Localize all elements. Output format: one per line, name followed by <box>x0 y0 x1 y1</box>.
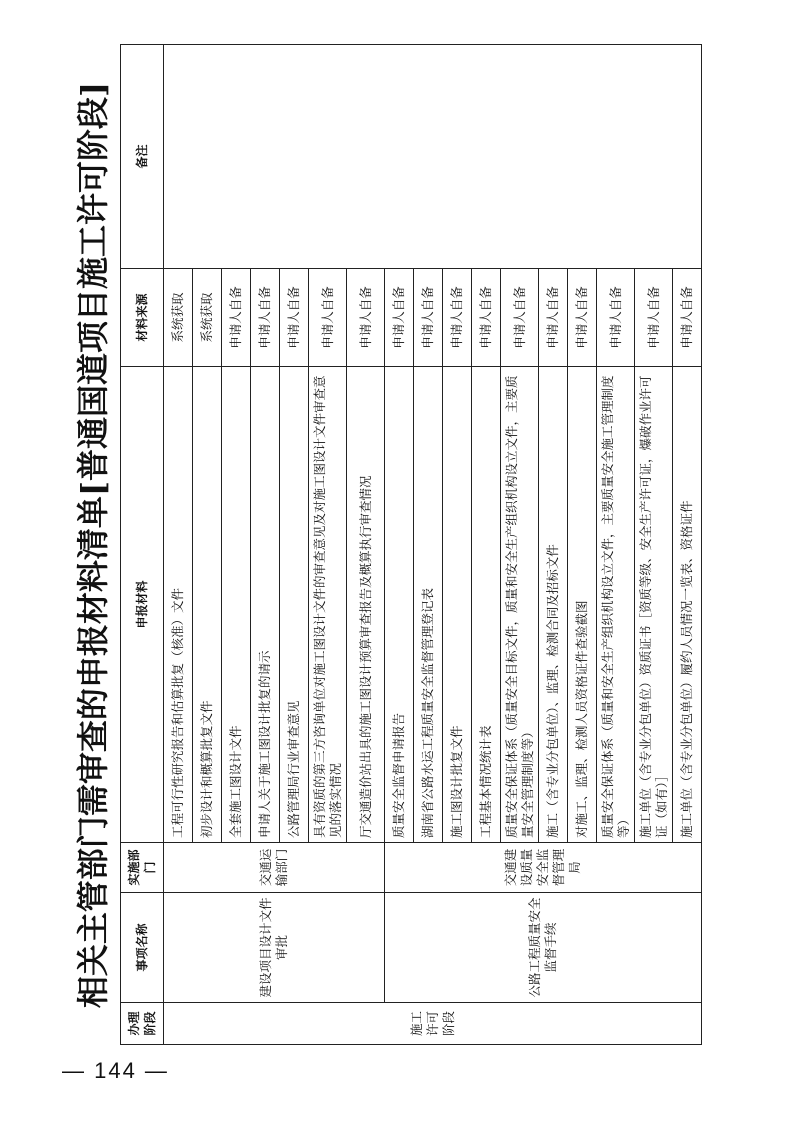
material-cell: 全套施工图设计文件 <box>222 367 251 843</box>
table-header-row <box>121 45 164 1045</box>
material-cell: 公路管理局行业审查意见 <box>280 367 309 843</box>
source-cell: 系统获取 <box>164 269 193 367</box>
table-row <box>164 45 193 1045</box>
source-cell: 申请人自备 <box>539 269 568 367</box>
item-cell: 建设项目设计文件审批 <box>164 893 385 1003</box>
material-cell: 质量安全保证体系（质量和安全生产组织机构设立文件，主要质量安全施工管理制度等） <box>597 367 635 843</box>
item-cell: 公路工程质量安全监督手续 <box>385 893 702 1003</box>
source-cell: 申请人自备 <box>414 269 443 367</box>
note-cell <box>164 45 702 269</box>
header-dept: 实施部门 <box>121 843 164 893</box>
header-item: 事项名称 <box>121 893 164 1003</box>
source-cell: 申请人自备 <box>635 269 673 367</box>
material-cell: 工程基本情况统计表 <box>472 367 501 843</box>
source-cell: 申请人自备 <box>673 269 702 367</box>
dept-cell: 交通运输部门 <box>164 843 385 893</box>
source-cell: 系统获取 <box>193 269 222 367</box>
material-cell: 具有资质的第三方咨询单位对施工图设计文件的审查意见及对施工图设计文件审查意见的落实情况 <box>309 367 347 843</box>
source-cell: 申请人自备 <box>347 269 385 367</box>
page-number: — 144 — <box>62 1058 169 1083</box>
material-cell: 申请人关于施工图设计批复的请示 <box>251 367 280 843</box>
stage-cell: 施工许可阶段 <box>164 1003 702 1045</box>
source-cell: 申请人自备 <box>251 269 280 367</box>
header-stage: 办理阶段 <box>121 1003 164 1045</box>
materials-table <box>120 44 702 1045</box>
material-cell: 初步设计和概算批复文件 <box>193 367 222 843</box>
material-cell: 施工（含专业分包单位）、监理、检测合同及招标文件 <box>539 367 568 843</box>
source-cell: 申请人自备 <box>568 269 597 367</box>
material-cell: 厅交通造价站出具的施工图设计预算审查报告及概算执行审查情况 <box>347 367 385 843</box>
source-cell: 申请人自备 <box>597 269 635 367</box>
dept-cell: 交通建设质量安全监督管理局 <box>385 843 702 893</box>
source-cell: 申请人自备 <box>385 269 414 367</box>
header-material: 申报材料 <box>121 367 164 843</box>
source-cell: 申请人自备 <box>280 269 309 367</box>
material-cell: 湖南省公路水运工程质量安全监督管理登记表 <box>414 367 443 843</box>
source-cell: 申请人自备 <box>222 269 251 367</box>
document-title: 相关主管部门需审查的申报材料清单[普通国道项目施工许可阶段] <box>74 81 112 1009</box>
source-cell: 申请人自备 <box>472 269 501 367</box>
header-note: 备注 <box>121 45 164 269</box>
source-cell: 申请人自备 <box>501 269 539 367</box>
material-cell: 质量安全监督申请报告 <box>385 367 414 843</box>
source-cell: 申请人自备 <box>443 269 472 367</box>
material-cell: 施工单位（含专业分包单位）资质证书［资质等级、安全生产许可证，爆破作业许可证（如有）］ <box>635 367 673 843</box>
material-cell: 工程可行性研究报告和估算批复（核准）文件 <box>164 367 193 843</box>
material-cell: 施工单位（含专业分包单位）履约人员情况一览表、资格证件 <box>673 367 702 843</box>
material-cell: 对施工、监理、检测人员资格证件查验截图 <box>568 367 597 843</box>
source-cell: 申请人自备 <box>309 269 347 367</box>
material-cell: 施工图设计批复文件 <box>443 367 472 843</box>
material-cell: 质量安全保证体系（质量安全目标文件，质量和安全生产组织机构设立文件，主要质量安全管理制度等） <box>501 367 539 843</box>
header-source: 材料来源 <box>121 269 164 367</box>
rotated-document <box>70 45 694 1045</box>
